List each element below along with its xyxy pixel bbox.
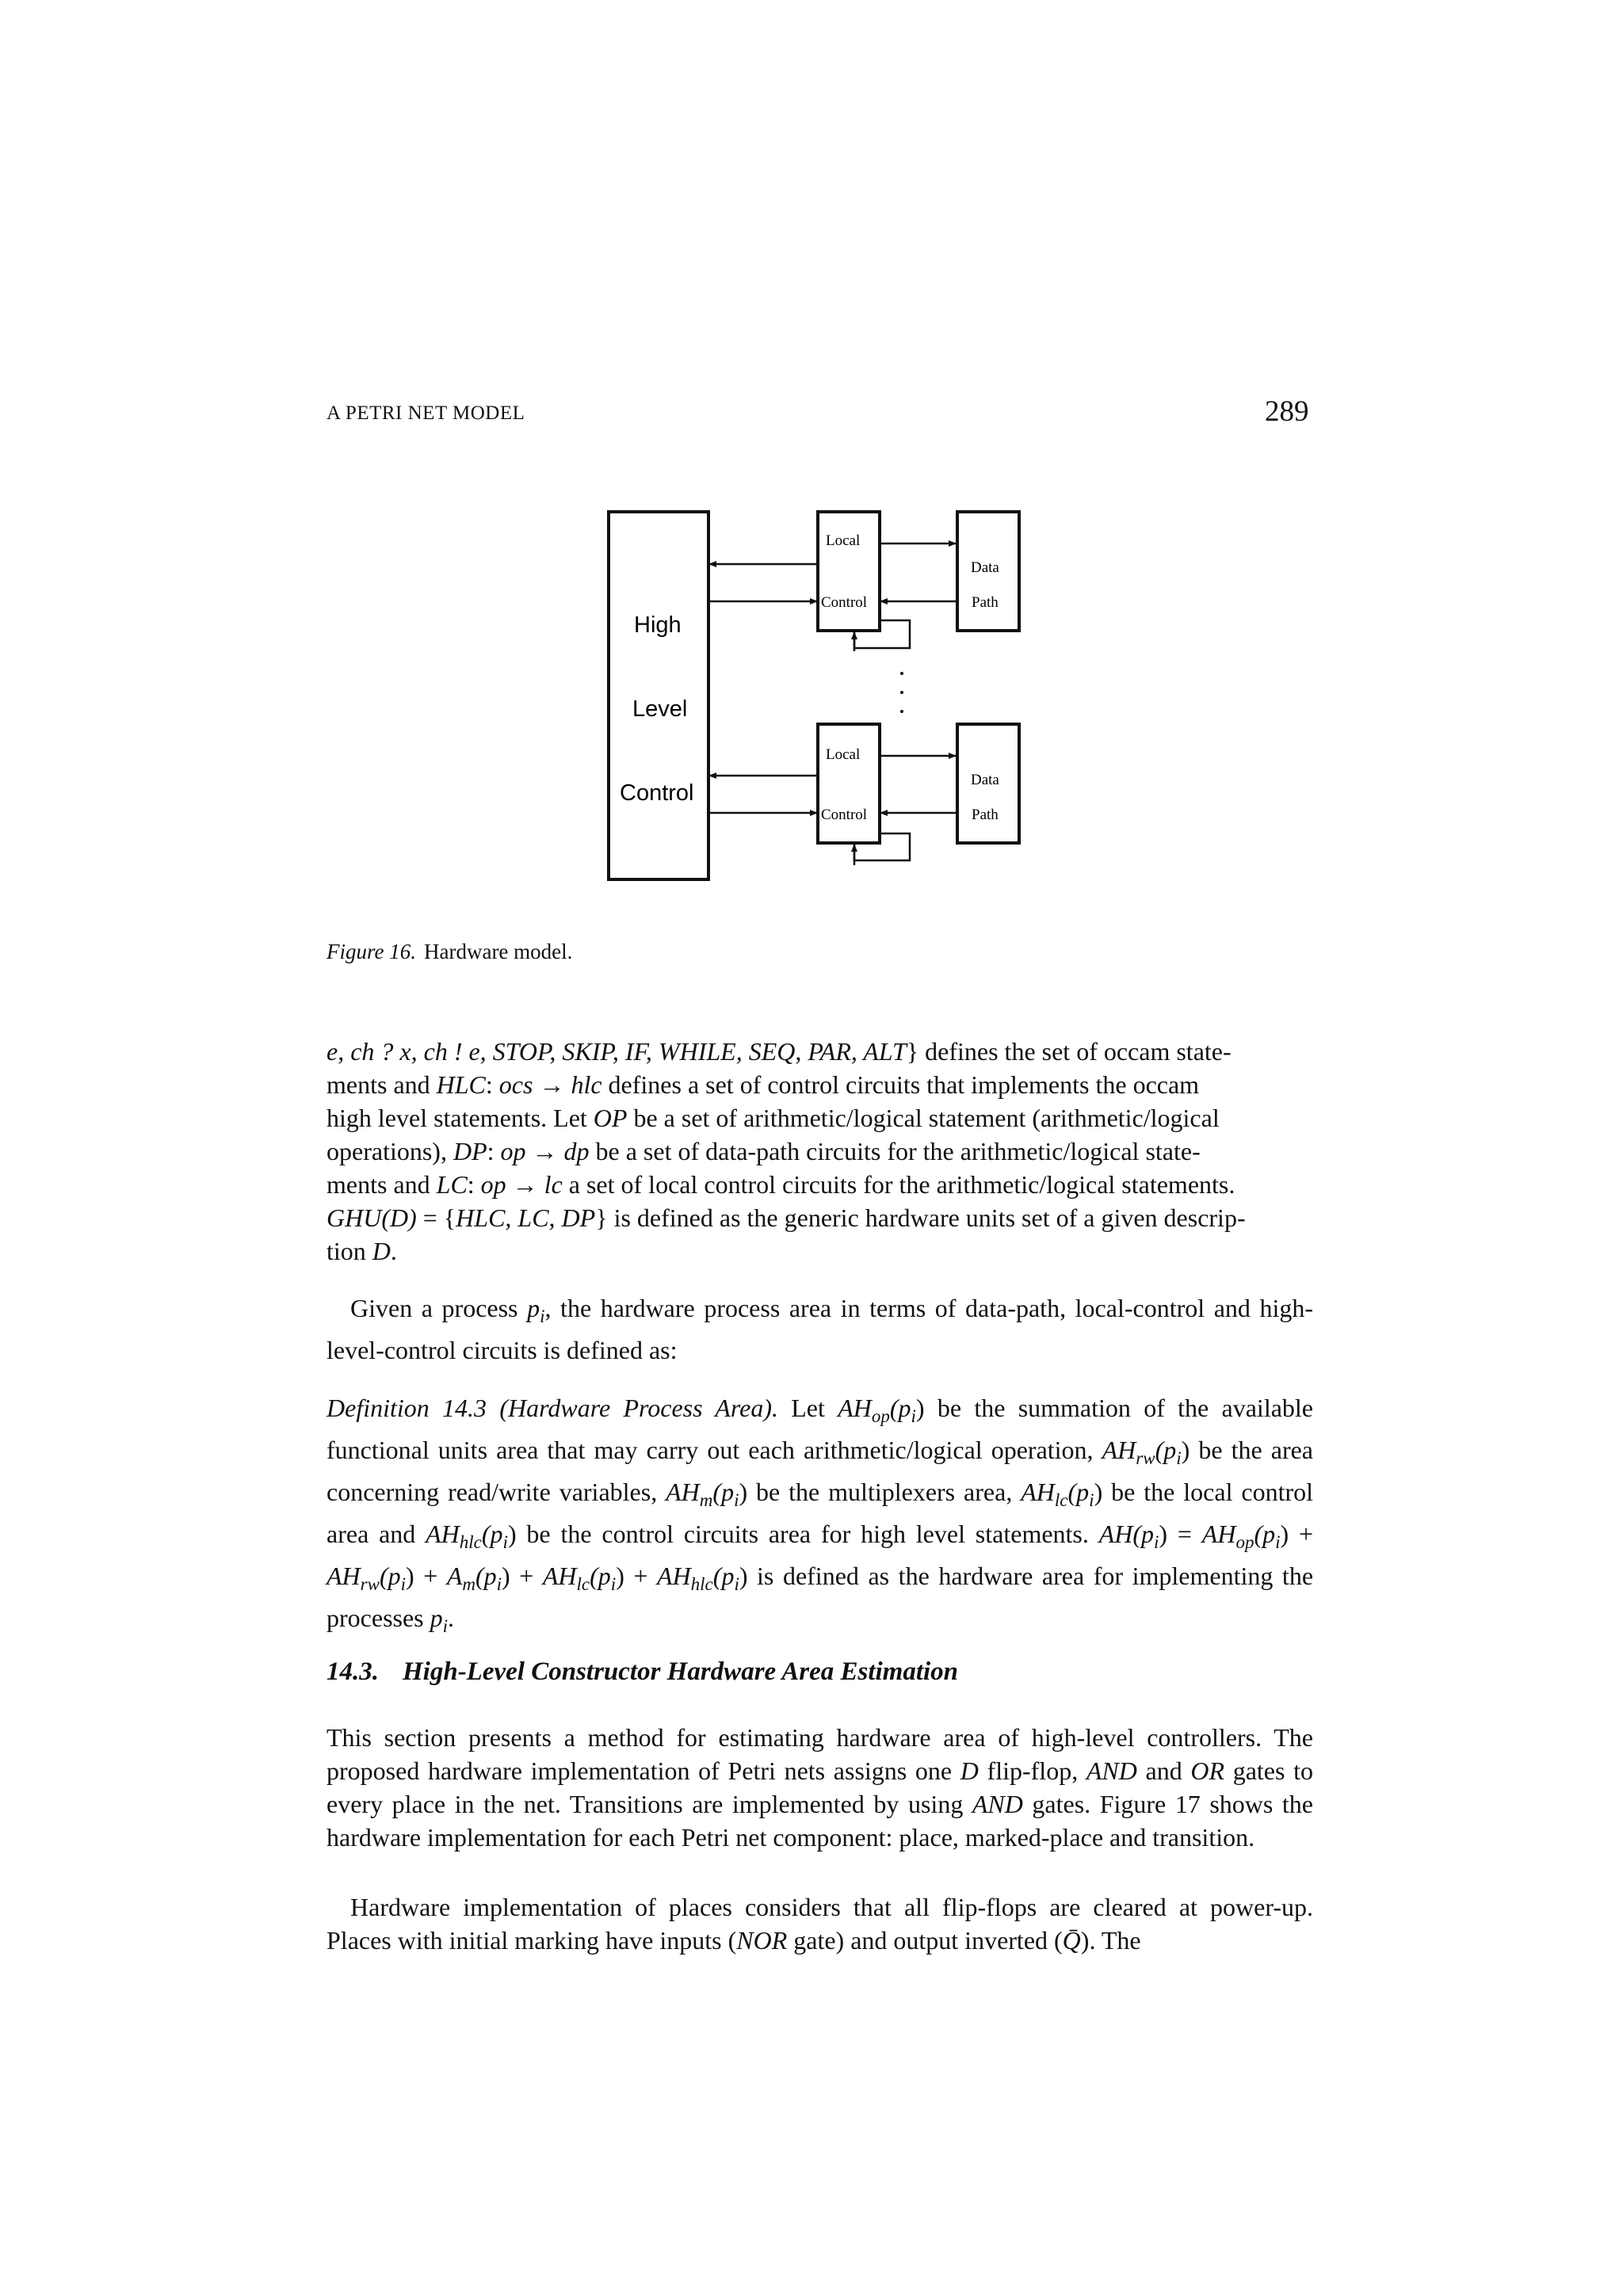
local-control-box-bottom (818, 724, 880, 843)
high-level-control-box (609, 512, 708, 879)
data-label-bottom: Data (971, 772, 999, 788)
paragraph-area-estimation: This section presents a method for estimating hardware area of high-level controllers. The proposed hardware implementation of Petri nets assigns one D flip-flop, AND and OR gates to every place in the net. Transitions are implemented by using AND gates. Figure 17 shows the hardware implementation for each Petri net component: place, marked-place and transition. (327, 1723, 1314, 1852)
ellipsis-dot (900, 672, 903, 675)
path-label-bottom: Path (972, 807, 999, 823)
definition-hardware-process-area: Definition 14.3 (Hardware Process Area). Let $AH_{op}(p_i)$ be the summation of the available functional units area that may carry out each arithmetic/logical operation, $AH_{rw}(p_i)$ be the area concerning read/write variables, $AH_m(p_i)$ be the multiplexers area, $AH_{lc}(p_i)$ be the local control area and $AH_{hlc}(p_i)$ be the control circuits area for high level statements. $AH(p_i) = AH_{op}(p_i) + AH_{rw}(p_i) + A_m(p_i) + AH_{lc}(p_i) + AH_{hlc}(p_i)$ is defined as the hardware area for implementing the processes $p_i$. (327, 1394, 1314, 1636)
section-number: 14.3. (327, 1657, 379, 1686)
local-control-box-top (818, 512, 880, 631)
feedback-loop-top (854, 620, 910, 648)
line: high level statements. Let OP be a set of arithmetic/logical statement (arithmetic/logical (327, 1104, 1220, 1132)
line: operations), DP: op → dp be a set of data-path circuits for the arithmetic/logical state- (327, 1137, 1201, 1165)
paragraph-process-area: Given a process $p_i$, the hardware process area in terms of data-path, local-control and high-level-control circuits is defined as: (327, 1294, 1314, 1364)
line: ments and LC: op → lc a set of local control circuits for the arithmetic/logical statements. (327, 1170, 1235, 1199)
level-label: Level (632, 696, 688, 722)
path-label-top: Path (972, 594, 999, 611)
local-label-bottom: Local (826, 746, 861, 763)
line: GHU(D) = {HLC, LC, DP} is defined as the generic hardware units set of a given descrip- (327, 1203, 1246, 1232)
hardware-model-figure (602, 504, 1030, 884)
high-label: High (634, 612, 682, 638)
control-label: Control (620, 780, 694, 806)
definition-label: Definition 14.3 (Hardware Process Area). (327, 1394, 778, 1422)
line: tion D. (327, 1237, 397, 1265)
control-label-bottom: Control (821, 807, 868, 823)
figure-caption (327, 940, 572, 964)
page-number: 289 (1265, 395, 1309, 428)
caption-text: Hardware model. (423, 940, 573, 963)
line: e, ch ? x, ch ! e, STOP, SKIP, IF, WHILE, SEQ, PAR, ALT} defines the set of occam state- (327, 1037, 1232, 1066)
data-label-top: Data (971, 559, 999, 576)
section-title: High-Level Constructor Hardware Area Estimation (403, 1657, 959, 1686)
running-head: A PETRI NET MODEL (327, 402, 525, 424)
control-label-top: Control (821, 594, 868, 611)
ellipsis-dot (900, 691, 903, 694)
caption-label: Figure 16. (327, 940, 416, 963)
local-label-top: Local (826, 532, 861, 549)
line: ments and HLC: ocs → hlc defines a set of control circuits that implements the occam (327, 1070, 1200, 1099)
paragraph-occam-sets (327, 1035, 1313, 1268)
ellipsis-dot (900, 710, 903, 713)
section-heading (327, 1657, 958, 1687)
paragraph-place-implementation: Hardware implementation of places considers that all flip-flops are cleared at power-up. Places with initial marking have inputs (NOR gate) and output inverted (Q̄). The (327, 1893, 1313, 1955)
feedback-loop-bottom (854, 833, 910, 860)
